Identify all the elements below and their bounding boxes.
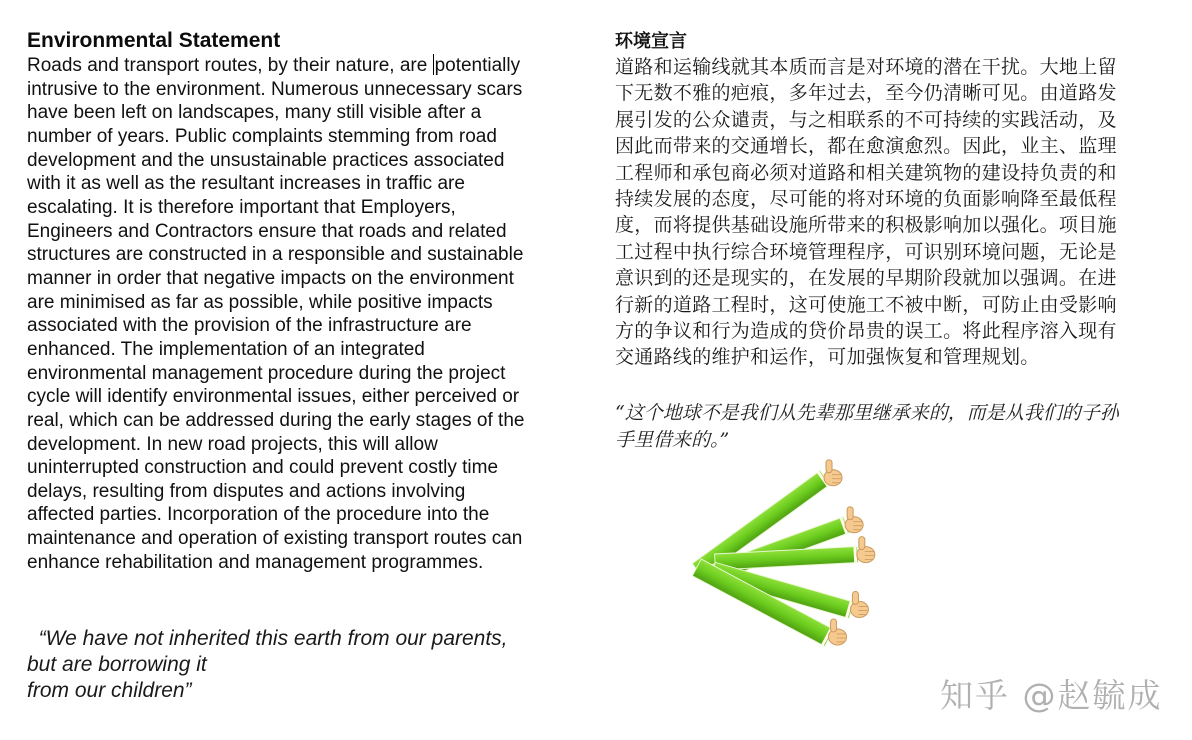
english-statement	[27, 28, 587, 574]
quote-line: “这个地球不是我们从先辈那里继承来的，而是从我们的子孙	[615, 402, 1119, 424]
quote-line: 手里借来的。”	[615, 429, 730, 451]
text-line: Roads and transport routes, by their nature, are potentially	[27, 55, 521, 76]
text-line: enhanced. The implementation of an integrated	[27, 338, 425, 360]
text-caret	[433, 54, 434, 75]
chinese-title: 环境宣言	[615, 31, 687, 52]
chinese-body	[615, 54, 1175, 371]
text-line: maintenance and operation of existing transport routes can	[27, 528, 523, 550]
text-line: structures are constructed in a responsible and sustainable	[27, 244, 524, 266]
english-title: Environmental Statement	[27, 29, 281, 52]
text-line: number of years. Public complaints stemming from road	[27, 125, 497, 147]
text-line: 持续发展的态度，尽可能的将对环境的负面影响降至最低程	[615, 188, 1117, 211]
quote-line: from our children”	[27, 679, 192, 702]
chinese-statement	[615, 30, 1175, 371]
text-line: escalating. It is therefore important that Employers,	[27, 196, 456, 218]
quote-line: “We have not inherited this earth from our parents,	[27, 627, 508, 650]
chinese-quote	[615, 400, 1119, 454]
text-line: cycle will identify environmental issues, either perceived or	[27, 386, 520, 408]
text-line: delays, resulting from disputes and actions involving	[27, 480, 466, 502]
english-quote	[27, 626, 508, 704]
text-line: 展引发的公众谴责，与之相联系的不可持续的实践活动，及	[615, 108, 1117, 131]
quote-line: but are borrowing it	[27, 653, 207, 676]
text-line: with it as well as the resultant increases in traffic are	[27, 173, 465, 195]
text-line: 道路和运输线就其本质而言是对环境的潜在干扰。大地上留	[615, 56, 1117, 78]
text-line: affected parties. Incorporation of the procedure into the	[27, 504, 490, 526]
watermark-text: 知乎 @赵毓成	[940, 676, 1163, 715]
text-line: have been left on landscapes, many still visible after a	[27, 102, 482, 124]
text-line: 交通路线的维护和运作，可加强恢复和管理规划。	[615, 346, 1040, 369]
text-line: development. In new road projects, this will allow	[27, 433, 438, 455]
text-line: 因此而带来的交通增长，都在愈演愈烈。因此，业主、监理	[615, 135, 1117, 158]
text-line: 工过程中执行综合环境管理程序，可识别环境问题，无论是	[615, 240, 1117, 263]
text-line: Engineers and Contractors ensure that roads and related	[27, 220, 507, 242]
text-line: development and the unsustainable practices associated	[27, 149, 505, 171]
english-body[interactable]	[27, 54, 587, 574]
text-line: real, which can be addressed during the early stages of the	[27, 409, 525, 431]
text-line: environmental management procedure during the project	[27, 362, 506, 384]
text-line: 下无数不雅的疤痕，多年过去，至今仍清晰可见。由道路发	[615, 82, 1117, 105]
text-line: are minimised as far as possible, while positive impacts	[27, 291, 493, 313]
text-line: 工程师和承包商必须对道路和相关建筑物的建设持负责的和	[615, 161, 1117, 184]
text-line: enhance rehabilitation and management programmes.	[27, 551, 484, 573]
text-line: 方的争议和行为造成的贷价昂贵的误工。将此程序溶入现有	[615, 320, 1117, 343]
text-line: 意识到的还是现实的，在发展的早期阶段就加以强调。在进	[615, 267, 1117, 290]
text-line: intrusive to the environment. Numerous unnecessary scars	[27, 78, 523, 100]
text-line: manner in order that negative impacts on the environment	[27, 267, 514, 289]
green-arms-thumbs-up-icon	[685, 455, 885, 655]
text-line: 度，而将提供基础设施所带来的积极影响加以强化。项目施	[615, 214, 1117, 237]
text-line: uninterrupted construction and could prevent costly time	[27, 457, 499, 479]
text-line: associated with the provision of the infrastructure are	[27, 315, 472, 337]
zhihu-watermark	[940, 670, 1163, 717]
text-line: 行新的道路工程时，这可使施工不被中断，可防止由受影响	[615, 293, 1117, 316]
